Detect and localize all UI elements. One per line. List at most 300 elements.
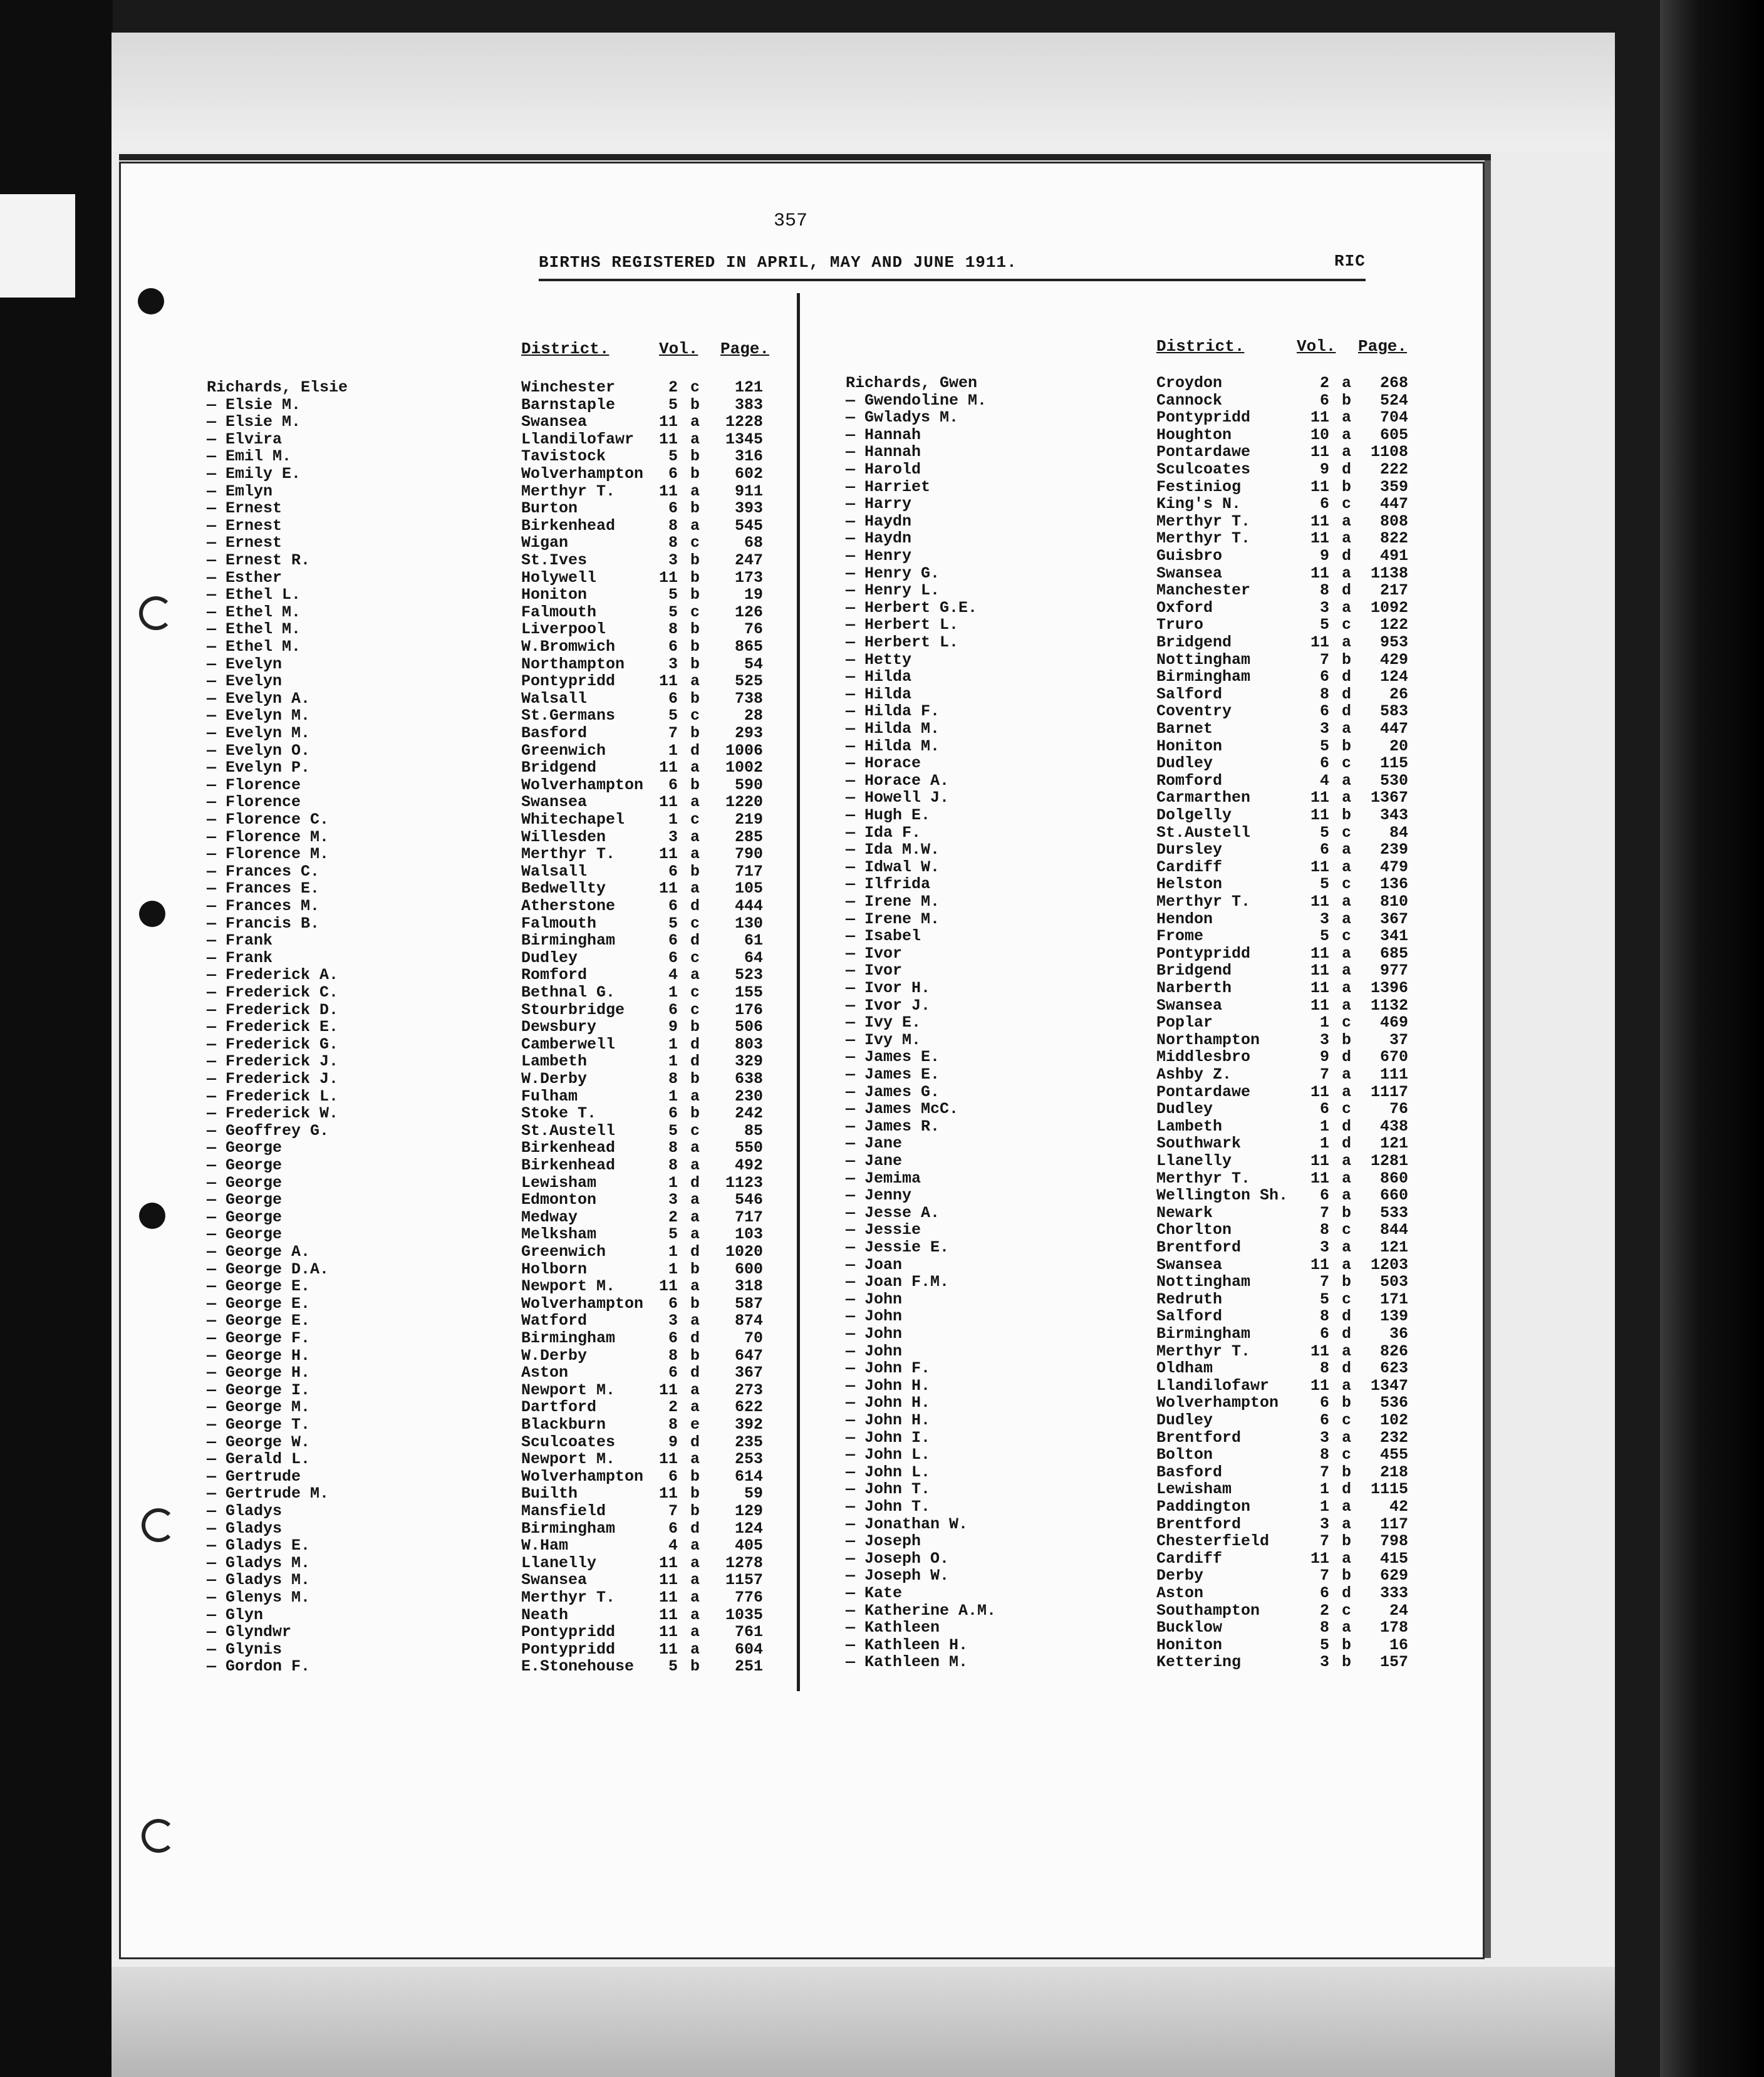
entry-name: — Frederick A. <box>207 966 339 985</box>
entry-page: 68 <box>744 534 763 552</box>
entry-page: 429 <box>1379 650 1408 669</box>
page-title: BIRTHS REGISTERED IN APRIL, MAY AND JUNE 1911. <box>539 253 1017 272</box>
entry-name: — Ernest <box>207 534 283 552</box>
entry-name: — George <box>207 1225 283 1244</box>
entry-name: — Ethel M. <box>207 603 301 621</box>
entry-section: a <box>1342 1498 1352 1516</box>
entry-page: 392 <box>734 1416 763 1434</box>
entry-section: d <box>690 897 700 915</box>
entry-section: d <box>690 1432 700 1451</box>
entry-section: a <box>1342 1342 1352 1360</box>
entry-volume: 11 <box>1310 789 1329 807</box>
entry-page: 122 <box>1379 616 1408 634</box>
entry-district: Pontardawe <box>1156 443 1251 462</box>
entry-district: Blackburn <box>521 1416 606 1434</box>
entry-volume: 3 <box>1319 1653 1329 1672</box>
register-entry <box>207 1036 770 1053</box>
register-entry <box>207 1243 770 1260</box>
entry-page: 222 <box>1379 460 1408 479</box>
register-entry <box>207 1312 770 1329</box>
entry-page: 217 <box>1379 581 1408 600</box>
register-entry <box>207 966 770 983</box>
register-entry <box>846 876 1409 893</box>
entry-district: Redruth <box>1156 1290 1223 1308</box>
entry-name: Richards, Gwen <box>846 374 978 392</box>
entry-section: b <box>1342 1203 1352 1222</box>
entry-volume: 11 <box>658 672 678 691</box>
entry-district: Merthyr T. <box>1156 529 1251 548</box>
register-entry <box>207 1261 770 1278</box>
entry-name: — John <box>846 1325 903 1343</box>
entry-name: — Ivor <box>846 961 903 980</box>
entry-section: a <box>690 1571 700 1590</box>
scan-left-border <box>0 0 113 2077</box>
entry-name: — Ernest <box>207 499 283 518</box>
entry-volume: 5 <box>668 914 678 933</box>
entry-name: — Haydn <box>846 512 912 531</box>
entry-volume: 1 <box>668 1260 678 1278</box>
entry-page: 59 <box>744 1484 763 1503</box>
entry-page: 130 <box>734 914 763 933</box>
entry-district: Brentford <box>1156 1428 1242 1447</box>
page-number: 357 <box>774 210 808 232</box>
register-entry <box>207 932 770 949</box>
entry-district: Burton <box>521 499 578 518</box>
entry-page: 19 <box>744 586 763 604</box>
entry-volume: 6 <box>668 1104 678 1123</box>
entry-district: Swansea <box>521 793 588 812</box>
entry-volume: 5 <box>668 586 678 604</box>
entry-section: b <box>1342 1273 1352 1292</box>
entry-volume: 9 <box>668 1018 678 1037</box>
register-entry <box>207 1555 770 1572</box>
entry-page: 1203 <box>1370 1255 1408 1274</box>
entry-page: 117 <box>1379 1515 1408 1533</box>
entry-volume: 11 <box>1310 529 1329 548</box>
entry-name: — Frank <box>207 948 273 967</box>
register-entry <box>207 517 770 534</box>
entry-section: b <box>690 395 700 414</box>
entry-page: 121 <box>1379 1238 1408 1256</box>
entry-volume: 11 <box>658 1571 678 1590</box>
entry-section: a <box>690 1380 700 1399</box>
entry-volume: 11 <box>658 1588 678 1607</box>
entry-name: — Hilda <box>846 685 912 703</box>
entry-section: a <box>1342 1515 1352 1533</box>
register-entry <box>207 1105 770 1122</box>
entry-page: 293 <box>734 724 763 742</box>
entry-name: — Hilda M. <box>846 737 940 755</box>
entry-name: — George D.A. <box>207 1260 329 1278</box>
register-entry <box>846 789 1409 806</box>
entry-volume: 5 <box>668 447 678 466</box>
entry-page: 587 <box>734 1294 763 1313</box>
entry-name: — Gordon F. <box>207 1657 311 1676</box>
entry-name: — Evelyn <box>207 672 283 691</box>
entry-district: Swansea <box>1156 1255 1223 1274</box>
entry-name: — Florence <box>207 775 301 794</box>
register-entry <box>207 621 770 638</box>
entry-name: — Florence C. <box>207 811 329 829</box>
register-entry <box>207 777 770 794</box>
entry-page: 530 <box>1379 771 1408 790</box>
entry-district: Camberwell <box>521 1035 616 1054</box>
entry-volume: 11 <box>1310 477 1329 496</box>
header-rule <box>539 279 1366 281</box>
entry-district: Paddington <box>1156 1498 1251 1516</box>
entry-section: d <box>1342 1134 1352 1153</box>
entry-volume: 7 <box>1319 1273 1329 1292</box>
entry-name: — Frederick C. <box>207 983 339 1002</box>
entry-volume: 6 <box>1319 1325 1329 1343</box>
entry-volume: 11 <box>1310 944 1329 963</box>
entry-name: — Glenys M. <box>207 1588 311 1607</box>
entry-name: — Kathleen <box>846 1619 940 1637</box>
entry-page: 121 <box>734 378 763 396</box>
entry-name: — Jesse A. <box>846 1203 940 1222</box>
entry-section: d <box>1342 1117 1352 1136</box>
register-entry <box>846 720 1409 737</box>
entry-volume: 8 <box>1319 1619 1329 1637</box>
entry-page: 604 <box>734 1640 763 1659</box>
entry-district: Birmingham <box>521 931 616 950</box>
entry-district: Tavistock <box>521 447 606 466</box>
register-entry <box>207 1624 770 1640</box>
entry-district: Dudley <box>1156 1411 1213 1429</box>
entry-volume: 11 <box>658 793 678 812</box>
entry-district: Swansea <box>521 1571 588 1590</box>
entry-section: b <box>1342 477 1352 496</box>
register-entry <box>207 1070 770 1087</box>
entry-name: — Elsie M. <box>207 413 301 432</box>
register-entry <box>846 1101 1409 1117</box>
register-entry <box>846 1412 1409 1429</box>
entry-district: E.Stonehouse <box>521 1657 635 1676</box>
entry-section: c <box>1342 1290 1352 1308</box>
entry-section: c <box>690 707 700 725</box>
left-district-header: District. <box>521 339 610 358</box>
entry-section: b <box>690 1484 700 1503</box>
entry-section: c <box>690 1000 700 1019</box>
entry-page: 343 <box>1379 806 1408 824</box>
entry-name: — Henry <box>846 547 912 565</box>
entry-section: a <box>1342 909 1352 928</box>
entry-name: — Jonathan W. <box>846 1515 968 1533</box>
register-entry <box>846 1464 1409 1481</box>
entry-section: a <box>690 879 700 898</box>
entry-district: Holywell <box>521 568 597 587</box>
entry-volume: 1 <box>668 1052 678 1071</box>
entry-page: 85 <box>744 1121 763 1140</box>
entry-page: 977 <box>1379 961 1408 980</box>
entry-page: 405 <box>734 1536 763 1555</box>
entry-page: 247 <box>734 551 763 569</box>
entry-district: Romford <box>521 966 588 985</box>
register-entry <box>207 898 770 914</box>
entry-page: 273 <box>734 1380 763 1399</box>
entry-page: 447 <box>1379 495 1408 514</box>
register-entry <box>846 1221 1409 1238</box>
entry-name: — Ivor J. <box>846 996 931 1015</box>
register-entry <box>207 431 770 448</box>
entry-volume: 8 <box>668 1346 678 1365</box>
entry-volume: 8 <box>668 1416 678 1434</box>
entry-volume: 2 <box>668 378 678 396</box>
entry-section: a <box>1342 374 1352 392</box>
entry-page: 76 <box>744 620 763 639</box>
entry-section: b <box>1342 1532 1352 1551</box>
entry-volume: 1 <box>1319 1134 1329 1153</box>
entry-volume: 11 <box>658 1277 678 1296</box>
register-entry <box>207 604 770 621</box>
entry-name: — Evelyn <box>207 655 283 673</box>
entry-volume: 8 <box>668 1156 678 1174</box>
entry-page: 124 <box>734 1519 763 1538</box>
entry-section: a <box>1342 1065 1352 1084</box>
entry-volume: 11 <box>658 413 678 432</box>
entry-district: Bolton <box>1156 1446 1213 1464</box>
entry-page: 367 <box>734 1364 763 1382</box>
entry-section: d <box>1342 1359 1352 1378</box>
entry-page: 822 <box>1379 529 1408 548</box>
entry-page: 1347 <box>1370 1376 1408 1395</box>
entry-section: c <box>690 1121 700 1140</box>
entry-district: Northampton <box>1156 1030 1260 1049</box>
entry-name: — Evelyn A. <box>207 689 311 708</box>
punch-hole <box>138 288 164 314</box>
punch-hole <box>139 901 165 927</box>
entry-volume: 5 <box>668 395 678 414</box>
entry-name: — Hannah <box>846 425 921 444</box>
entry-volume: 5 <box>1319 823 1329 842</box>
entry-district: Bethnal G. <box>521 983 616 1002</box>
register-entry <box>207 1520 770 1537</box>
entry-name: — Frances C. <box>207 862 320 881</box>
entry-district: Merthyr T. <box>1156 512 1251 531</box>
register-entry <box>846 824 1409 841</box>
entry-district: Houghton <box>1156 425 1232 444</box>
entry-section: d <box>1342 460 1352 479</box>
register-entry <box>207 1209 770 1226</box>
entry-district: Chorlton <box>1156 1221 1232 1240</box>
entry-section: a <box>690 759 700 777</box>
register-entry <box>846 582 1409 599</box>
entry-page: 506 <box>734 1018 763 1037</box>
entry-volume: 1 <box>668 811 678 829</box>
register-entry <box>846 1498 1409 1515</box>
entry-volume: 11 <box>1310 1376 1329 1395</box>
entry-name: — Gladys <box>207 1519 283 1538</box>
register-entry <box>846 1637 1409 1654</box>
entry-page: 178 <box>1379 1619 1408 1637</box>
register-entry <box>207 1122 770 1139</box>
entry-volume: 6 <box>668 499 678 518</box>
register-entry <box>846 599 1409 616</box>
entry-district: Birmingham <box>1156 668 1251 686</box>
entry-name: — Jessie E. <box>846 1238 950 1256</box>
entry-volume: 7 <box>1319 1203 1329 1222</box>
entry-page: 524 <box>1379 391 1408 410</box>
entry-page: 251 <box>734 1657 763 1676</box>
register-entry <box>846 1394 1409 1411</box>
entry-name: — Jane <box>846 1134 903 1153</box>
index-tab <box>0 194 75 298</box>
entry-volume: 5 <box>668 603 678 621</box>
entry-name: — Ethel M. <box>207 638 301 656</box>
entry-district: Oxford <box>1156 598 1213 617</box>
entry-volume: 1 <box>1319 1498 1329 1516</box>
entry-volume: 8 <box>668 1139 678 1158</box>
entry-page: 64 <box>744 948 763 967</box>
entry-district: Helston <box>1156 875 1223 894</box>
entry-name: — Henry G. <box>846 564 940 583</box>
register-entry <box>846 409 1409 426</box>
entry-page: 235 <box>734 1432 763 1451</box>
entry-section: d <box>1342 702 1352 721</box>
register-entry <box>846 1135 1409 1152</box>
entry-name: — Frances E. <box>207 879 320 898</box>
entry-volume: 11 <box>1310 564 1329 583</box>
entry-volume: 11 <box>1310 443 1329 462</box>
entry-volume: 5 <box>668 1121 678 1140</box>
entry-district: Nottingham <box>1156 650 1251 669</box>
entry-name: — Frederick J. <box>207 1070 339 1088</box>
register-entry <box>846 911 1409 928</box>
entry-volume: 3 <box>668 1191 678 1209</box>
register-entry <box>846 1654 1409 1670</box>
entry-name: — Horace <box>846 754 921 773</box>
entry-volume: 6 <box>1319 754 1329 773</box>
entry-name: — James E. <box>846 1048 940 1067</box>
entry-section: b <box>690 586 700 604</box>
entry-section: a <box>690 516 700 535</box>
entry-page: 629 <box>1379 1567 1408 1585</box>
entry-section: a <box>690 827 700 846</box>
entry-district: Mansfield <box>521 1502 606 1520</box>
entry-volume: 6 <box>668 1519 678 1538</box>
entry-section: b <box>1342 1394 1352 1412</box>
entry-volume: 3 <box>1319 1238 1329 1256</box>
entry-name: — Gerald L. <box>207 1450 311 1469</box>
entry-page: 102 <box>1379 1411 1408 1429</box>
entry-name: — John L. <box>846 1463 931 1481</box>
entry-page: 26 <box>1389 685 1408 703</box>
entry-section: b <box>690 775 700 794</box>
register-entry <box>207 1485 770 1502</box>
entry-volume: 3 <box>1319 1030 1329 1049</box>
entry-section: b <box>690 724 700 742</box>
register-entry <box>207 880 770 897</box>
left-page-header: Page. <box>720 339 770 358</box>
entry-district: Basford <box>1156 1463 1223 1481</box>
entry-section: c <box>1342 1221 1352 1240</box>
entry-section: a <box>1342 408 1352 427</box>
entry-name: — Ernest R. <box>207 551 311 569</box>
entry-district: Merthyr T. <box>521 845 616 864</box>
entry-section: a <box>1342 633 1352 651</box>
register-entry <box>207 1157 770 1174</box>
entry-district: Merthyr T. <box>1156 1169 1251 1188</box>
entry-page: 1020 <box>725 1243 763 1261</box>
entry-district: Wolverhampton <box>521 1294 644 1313</box>
entry-page: 1006 <box>725 741 763 760</box>
entry-section: a <box>690 482 700 500</box>
entry-section: d <box>690 741 700 760</box>
entry-volume: 11 <box>1310 512 1329 531</box>
entry-volume: 11 <box>1310 857 1329 876</box>
entry-section: b <box>690 655 700 673</box>
entry-volume: 8 <box>668 1070 678 1088</box>
entry-district: Edmonton <box>521 1191 597 1209</box>
entry-name: — John L. <box>846 1446 931 1464</box>
entry-volume: 11 <box>1310 1152 1329 1170</box>
entry-page: 670 <box>1379 1048 1408 1067</box>
entry-district: Wolverhampton <box>521 465 644 483</box>
register-entry <box>846 1291 1409 1308</box>
entry-volume: 11 <box>658 568 678 587</box>
entry-section: a <box>690 1536 700 1555</box>
right-page-header: Page. <box>1358 337 1408 356</box>
entry-volume: 1 <box>668 1173 678 1192</box>
register-entry <box>846 1550 1409 1567</box>
entry-page: 61 <box>744 931 763 950</box>
register-entry <box>207 1537 770 1554</box>
entry-page: 242 <box>734 1104 763 1123</box>
entry-page: 444 <box>734 897 763 915</box>
entry-section: d <box>1342 1048 1352 1067</box>
entry-page: 738 <box>734 689 763 708</box>
entry-volume: 3 <box>668 551 678 569</box>
entry-name: — Haydn <box>846 529 912 548</box>
entry-page: 685 <box>1379 944 1408 963</box>
entry-name: — Frederick D. <box>207 1000 339 1019</box>
entry-page: 1367 <box>1370 789 1408 807</box>
entry-page: 285 <box>734 827 763 846</box>
entry-name: — John <box>846 1290 903 1308</box>
entry-page: 546 <box>734 1191 763 1209</box>
register-entry <box>207 586 770 603</box>
entry-volume: 7 <box>668 724 678 742</box>
entry-district: Birkenhead <box>521 1139 616 1158</box>
entry-name: — Herbert L. <box>846 633 959 651</box>
entry-district: Wolverhampton <box>521 1467 644 1486</box>
entry-district: Melksham <box>521 1225 597 1244</box>
punch-hole <box>142 1819 175 1853</box>
entry-district: Lewisham <box>1156 1480 1232 1499</box>
entry-name: — Ida M.W. <box>846 841 940 859</box>
entry-name: — Ivy M. <box>846 1030 921 1049</box>
entry-name: — James R. <box>846 1117 940 1136</box>
entry-page: 826 <box>1379 1342 1408 1360</box>
entry-page: 844 <box>1379 1221 1408 1240</box>
entry-district: Lewisham <box>521 1173 597 1192</box>
right-vol-header: Vol. <box>1297 337 1336 356</box>
entry-name: — John <box>846 1307 903 1326</box>
entry-district: Stourbridge <box>521 1000 625 1019</box>
entry-volume: 8 <box>1319 1446 1329 1464</box>
entry-volume: 6 <box>1319 1584 1329 1602</box>
entry-section: c <box>1342 927 1352 946</box>
entry-volume: 5 <box>1319 737 1329 755</box>
entry-name: — Jenny <box>846 1186 912 1205</box>
entry-section: c <box>1342 1446 1352 1464</box>
entry-volume: 3 <box>668 655 678 673</box>
entry-name: — Joseph W. <box>846 1567 950 1585</box>
entry-name: — James E. <box>846 1065 940 1084</box>
entry-volume: 11 <box>658 1623 678 1642</box>
entry-volume: 6 <box>668 862 678 881</box>
register-entry <box>207 1416 770 1433</box>
